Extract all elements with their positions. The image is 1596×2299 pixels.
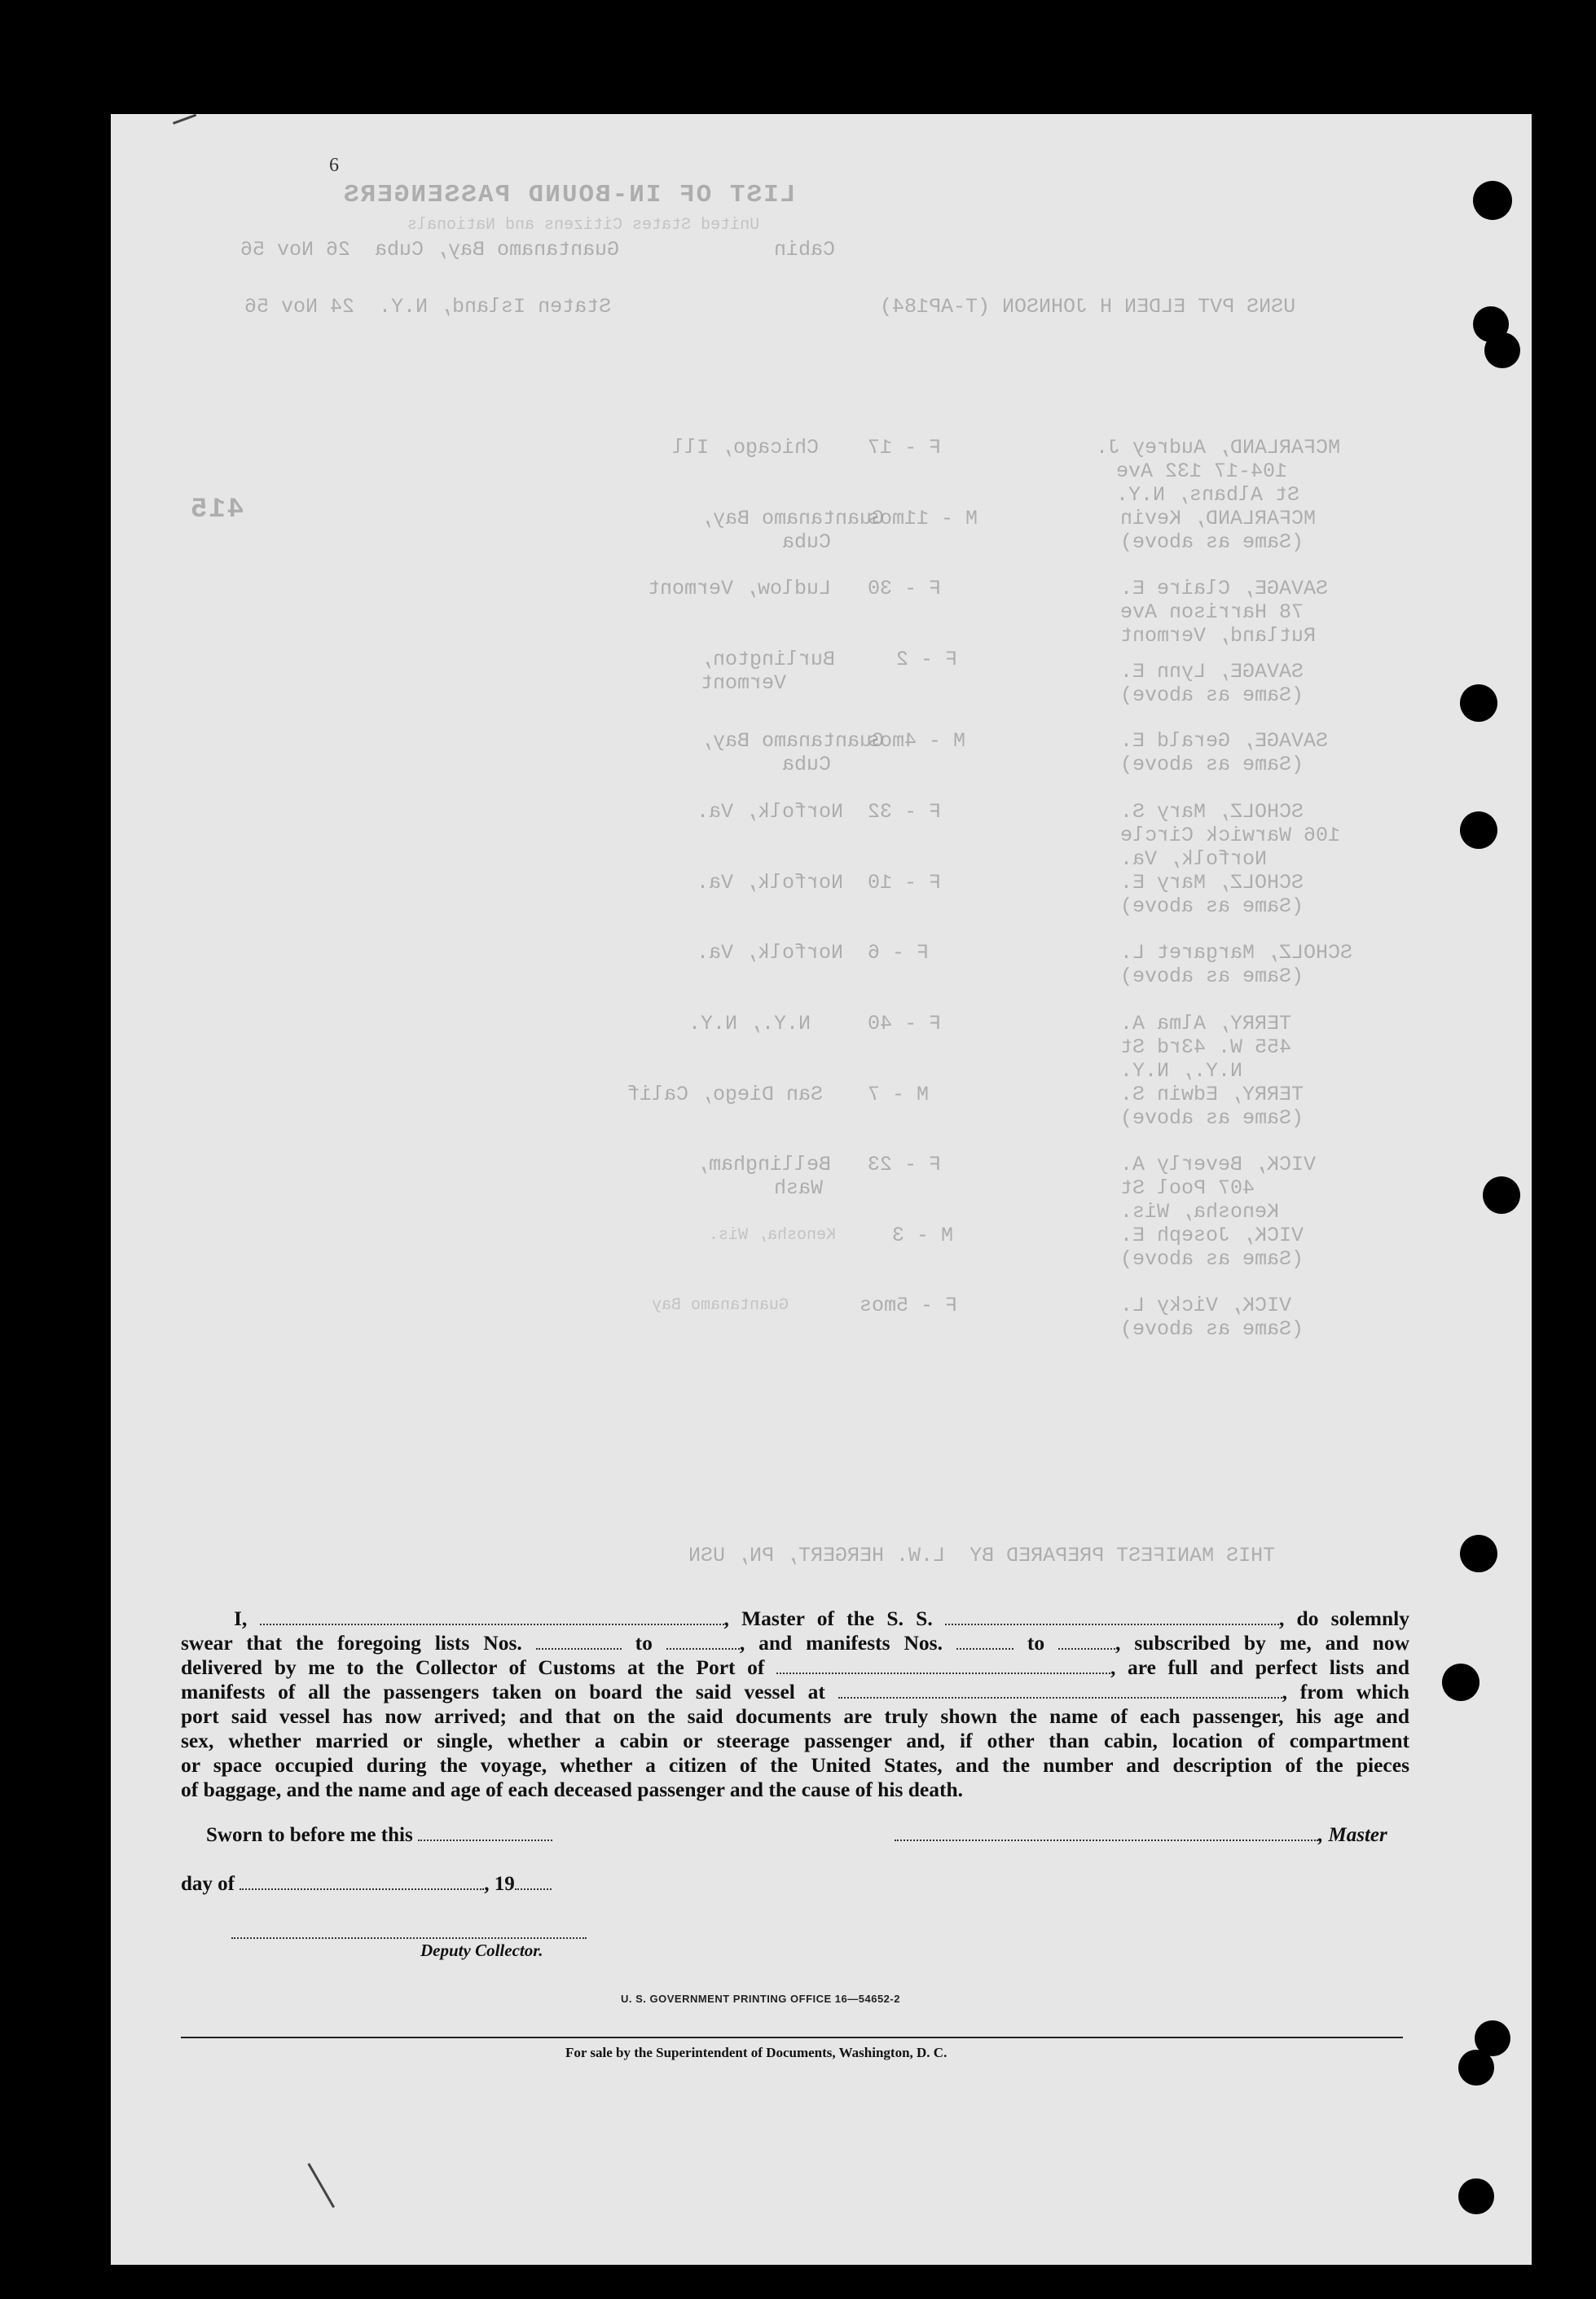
- date-line: [181, 1872, 552, 1896]
- passenger-name: TERRY, Alma A.: [1120, 1012, 1292, 1035]
- passenger-sex-age: F - 2: [896, 648, 958, 671]
- punch-hole: [1442, 1664, 1479, 1701]
- oath-line: of baggage, and the name and age of each deceased passenger and the cause of his death.: [181, 1778, 964, 1801]
- passenger-birthplace: Guantanamo Bay: [652, 1296, 789, 1315]
- passenger-birthplace: Kenosha, Wis.: [709, 1226, 837, 1245]
- passenger-address: (Same as above): [1120, 684, 1304, 707]
- divider: [181, 2037, 1403, 2038]
- deputy-signature-blank[interactable]: [231, 1937, 587, 1939]
- passenger-name: TERRY, Edwin S.: [1120, 1083, 1304, 1106]
- oath-text: , and manifests Nos.: [739, 1631, 943, 1655]
- passenger-birthplace: Vermont: [701, 671, 787, 695]
- punch-hole: [1460, 1535, 1497, 1572]
- oath-line: port said vessel has now arrived; and that on the said documents are truly shown the name of each passenger, his age and: [181, 1704, 1409, 1728]
- oath-text: , are full and perfect lists and: [1110, 1655, 1410, 1679]
- oath-text: swear that the foregoing lists Nos.: [181, 1631, 522, 1655]
- deputy-collector-label: Deputy Collector.: [420, 1941, 543, 1960]
- master-name-blank[interactable]: [260, 1607, 724, 1625]
- oath-text: delivered by me to the Collector of Customs at the Port of: [181, 1655, 765, 1679]
- passenger-address: St Albans, N.Y.: [1116, 483, 1300, 507]
- list-from-blank[interactable]: [536, 1632, 622, 1650]
- passenger-birthplace: Chicago, Ill: [672, 436, 820, 459]
- oath-line: or space occupied during the voyage, whether a citizen of the United States, and the number and description of the pieces: [181, 1753, 1409, 1777]
- oath-line: [181, 1655, 1409, 1680]
- oath-line: [181, 1607, 1409, 1631]
- punch-hole: [1458, 2178, 1494, 2214]
- passenger-name: SAVAGE, Lynn E.: [1120, 660, 1304, 684]
- punch-hole: [1484, 332, 1520, 368]
- ghost-page-ref: 415: [189, 495, 244, 525]
- passenger-sex-age: F - 10: [868, 871, 942, 895]
- passenger-birthplace: San Diego, Calif: [627, 1083, 824, 1106]
- ghost-header-subtitle: United States Citizens and Nationals: [407, 216, 760, 235]
- passenger-name: VICK, Vicky L.: [1120, 1294, 1292, 1317]
- passenger-address: 106 Warwick Circle: [1120, 824, 1341, 847]
- passenger-address: (Same as above): [1120, 965, 1304, 988]
- ghost-port-line: Guantanamo Bay, Cuba 26 Nov 56: [240, 238, 620, 262]
- passenger-name: VICK, Joseph E.: [1120, 1224, 1304, 1247]
- passenger-sex-age: M - 7: [868, 1083, 930, 1106]
- year-label: , 19: [484, 1873, 515, 1895]
- passenger-address: (Same as above): [1120, 530, 1304, 554]
- year-blank[interactable]: [515, 1872, 552, 1890]
- ghost-arrival-line: Staten Island, N.Y. 24 Nov 56: [244, 295, 612, 319]
- passenger-birthplace: Bellingham,: [697, 1153, 832, 1176]
- oath-line: sex, whether married or single, whether a cabin or steerage passenger and, if other than cabin, location of compartment: [181, 1729, 1409, 1752]
- port-blank[interactable]: [776, 1656, 1110, 1674]
- sworn-line: [206, 1823, 552, 1847]
- passenger-sex-age: F - 5mos: [860, 1294, 958, 1317]
- passenger-address: (Same as above): [1120, 753, 1304, 776]
- passenger-name: MCFARLAND, Kevin: [1120, 507, 1317, 530]
- oath-line: [181, 1631, 1409, 1655]
- ghost-prepared-by: THIS MANIFEST PREPARED BY L.W. HERGERT, PN, USN: [688, 1544, 1276, 1567]
- passenger-sex-age: F - 17: [868, 436, 942, 459]
- for-sale-notice: For sale by the Superintendent of Documents, Washington, D. C.: [565, 2045, 947, 2060]
- punch-hole: [1473, 181, 1512, 220]
- manifest-from-blank[interactable]: [956, 1632, 1013, 1650]
- master-signature-line: [895, 1823, 1387, 1847]
- oath-text: , do solemnly: [1278, 1607, 1409, 1630]
- passenger-address: 78 Harrison Ave: [1120, 600, 1304, 624]
- passenger-address: Norfolk, Va.: [1120, 847, 1268, 871]
- ship-name-blank[interactable]: [945, 1607, 1279, 1625]
- ghost-class-label: Cabin: [774, 238, 836, 262]
- oath-text: to: [1027, 1631, 1045, 1655]
- passenger-sex-age: F - 32: [868, 800, 942, 824]
- passenger-birthplace: N.Y., N.Y.: [688, 1012, 811, 1035]
- passenger-address: (Same as above): [1120, 1247, 1304, 1271]
- printing-office-imprint: U. S. GOVERNMENT PRINTING OFFICE 16—54652-2: [621, 1993, 900, 2005]
- list-to-blank[interactable]: [666, 1632, 740, 1650]
- oath-text: I,: [234, 1607, 248, 1630]
- master-label: , Master: [1318, 1824, 1387, 1846]
- punch-hole: [1458, 2050, 1494, 2086]
- departure-port-blank[interactable]: [838, 1681, 1282, 1699]
- punch-hole: [1483, 1176, 1520, 1214]
- master-signature-blank[interactable]: [895, 1823, 1318, 1841]
- passenger-sex-age: F - 6: [868, 941, 930, 965]
- passenger-birthplace: Guantanamo Bay,: [701, 507, 885, 530]
- passenger-birthplace: Burlington,: [701, 648, 836, 671]
- passenger-birthplace: Cuba: [782, 753, 832, 776]
- passenger-address: Kenosha, Wis.: [1120, 1200, 1280, 1224]
- ghost-vessel-line: USNS PVT ELDEN H JOHNSON (T-AP184): [880, 295, 1296, 319]
- passenger-address: Rutland, Vermont: [1120, 624, 1317, 648]
- passenger-birthplace: Norfolk, Va.: [697, 871, 844, 895]
- oath-text: , subscribed by me, and now: [1115, 1631, 1410, 1655]
- passenger-address: 455 W. 43rd St: [1120, 1035, 1292, 1059]
- oath-text: , Master of the S. S.: [723, 1607, 933, 1630]
- sworn-day-blank[interactable]: [418, 1823, 552, 1841]
- sworn-label: Sworn to before me this: [206, 1824, 413, 1846]
- master-oath: [181, 1607, 1409, 1802]
- passenger-birthplace: Wash: [774, 1176, 824, 1200]
- day-of-label: day of: [181, 1873, 235, 1895]
- manifest-to-blank[interactable]: [1058, 1632, 1115, 1650]
- punch-hole: [1460, 811, 1497, 849]
- passenger-sex-age: F - 30: [868, 577, 942, 600]
- passenger-birthplace: Cuba: [782, 530, 832, 554]
- passenger-name: SCHOLZ, Margaret L.: [1120, 941, 1353, 965]
- passenger-address: N.Y., N.Y.: [1120, 1059, 1243, 1083]
- ghost-header-title: LIST OF IN-BOUND PASSENGERS: [342, 181, 796, 209]
- passenger-birthplace: Norfolk, Va.: [697, 941, 844, 965]
- oath-text: , from which: [1282, 1680, 1409, 1703]
- passenger-sex-age: M - 11mos: [868, 507, 978, 530]
- passenger-name: SAVAGE, Claire E.: [1120, 577, 1329, 600]
- month-blank[interactable]: [240, 1872, 484, 1890]
- page-number: 6: [329, 155, 339, 176]
- passenger-address: (Same as above): [1120, 1106, 1304, 1130]
- passenger-birthplace: Ludlow, Vermont: [648, 577, 832, 600]
- passenger-birthplace: Norfolk, Va.: [697, 800, 844, 824]
- passenger-name: VICK, Beverly A.: [1120, 1153, 1317, 1176]
- passenger-address: 407 Pool St: [1120, 1176, 1255, 1200]
- passenger-name: SAVAGE, Gerald E.: [1120, 729, 1329, 753]
- passenger-address: 104-17 132 Ave: [1116, 459, 1288, 483]
- passenger-address: (Same as above): [1120, 1317, 1304, 1341]
- oath-line: [181, 1680, 1409, 1704]
- passenger-sex-age: F - 23: [868, 1153, 942, 1176]
- oath-text: manifests of all the passengers taken on board the said vessel at: [181, 1680, 825, 1703]
- passenger-address: (Same as above): [1120, 895, 1304, 918]
- passenger-sex-age: M - 4mos: [868, 729, 966, 753]
- punch-hole: [1460, 684, 1497, 722]
- passenger-birthplace: Guantanamo Bay,: [701, 729, 885, 753]
- oath-text: to: [635, 1631, 653, 1655]
- passenger-name: MCFARLAND, Audrey J.: [1096, 436, 1341, 459]
- passenger-name: SCHOLZ, Mary S.: [1120, 800, 1304, 824]
- passenger-sex-age: F - 40: [868, 1012, 942, 1035]
- passenger-name: SCHOLZ, Mary E.: [1120, 871, 1304, 895]
- passenger-sex-age: M - 3: [892, 1224, 954, 1247]
